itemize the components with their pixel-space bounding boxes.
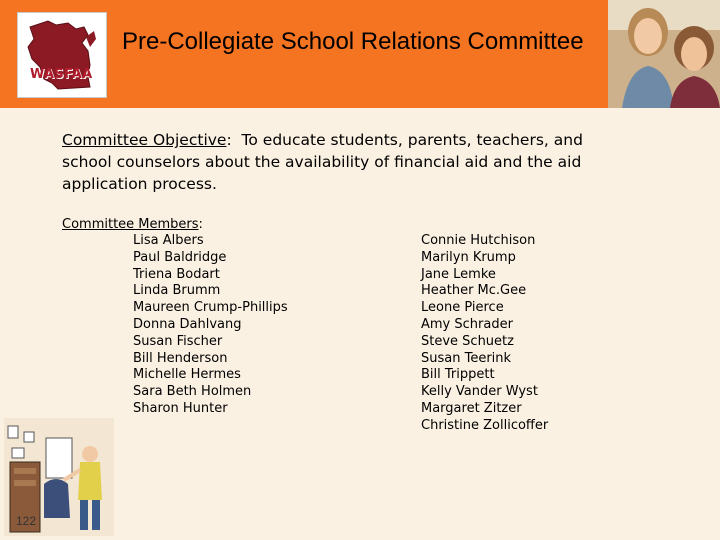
page-number: 122 <box>16 514 37 528</box>
list-item: Bill Trippett <box>421 367 495 383</box>
list-item: Jane Lemke <box>421 266 496 282</box>
list-item: Margaret Zitzer <box>421 400 522 416</box>
objective-label: Committee Objective <box>62 131 227 149</box>
list-item: Susan Fischer <box>133 333 223 349</box>
members-list-left <box>133 233 288 418</box>
list-item: Lisa Albers <box>133 233 204 248</box>
members-heading: Committee Members: <box>62 217 203 232</box>
committee-objective: Committee Objective: To educate students, parents, teachers, and school counselors about the availability of financial aid and the aid application process. <box>62 131 583 193</box>
members-label: Committee Members <box>62 217 199 232</box>
list-item: Bill Henderson <box>133 350 228 366</box>
members-list-right <box>421 233 548 435</box>
list-item: Amy Schrader <box>421 316 513 332</box>
list-item: Sara Beth Holmen <box>133 384 252 400</box>
list-item: Michelle Hermes <box>133 367 241 383</box>
students-photo <box>608 0 720 108</box>
wasfaa-logo <box>17 12 107 98</box>
wisconsin-map-icon <box>18 13 108 99</box>
list-item: Connie Hutchison <box>421 233 536 248</box>
header-banner <box>0 0 720 108</box>
objective-text: To educate students, parents, teachers, and school counselors about the availability of financial aid and the aid application process. <box>62 131 583 193</box>
list-item: Linda Brumm <box>133 283 221 299</box>
list-item: Donna Dahlvang <box>133 316 242 332</box>
list-item: Steve Schuetz <box>421 333 514 349</box>
list-item: Maureen Crump-Phillips <box>133 300 288 316</box>
logo-text: WASFAA <box>30 67 93 82</box>
list-item: Kelly Vander Wyst <box>421 384 538 400</box>
list-item: Christine Zollicoffer <box>421 417 549 433</box>
list-item: Susan Teerink <box>421 350 512 366</box>
list-item: Sharon Hunter <box>133 400 228 416</box>
list-item: Heather Mc.Gee <box>421 283 527 299</box>
list-item: Leone Pierce <box>421 300 504 316</box>
list-item: Paul Baldridge <box>133 249 227 265</box>
list-item: Marilyn Krump <box>421 249 516 265</box>
page-title: Pre-Collegiate School Relations Committee <box>122 28 584 55</box>
list-item: Triena Bodart <box>133 266 220 282</box>
